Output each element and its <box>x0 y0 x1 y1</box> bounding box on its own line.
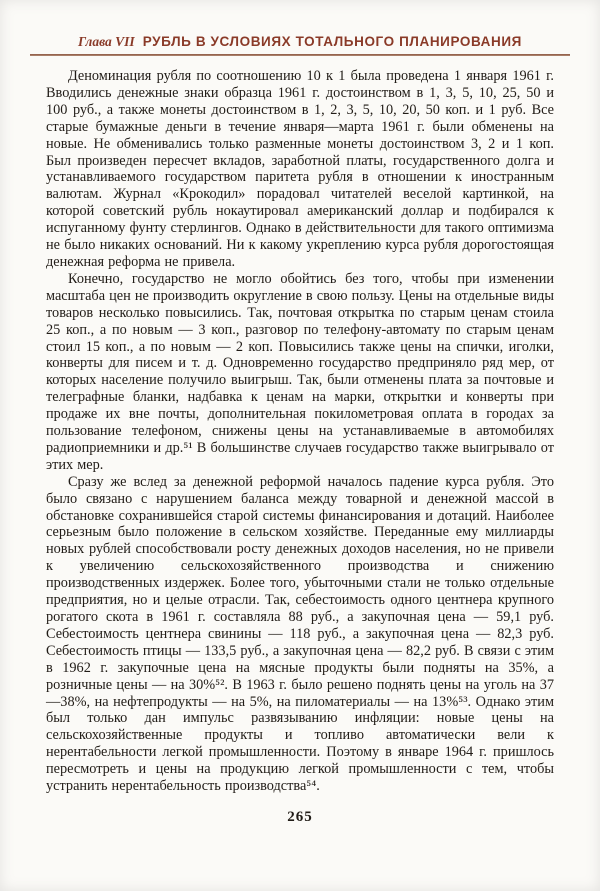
page-number: 265 <box>287 808 313 825</box>
page-footer <box>46 808 554 826</box>
chapter-header <box>46 34 554 50</box>
header-rule <box>30 54 570 56</box>
paragraph: Конечно, государство не могло обойтись без того, чтобы при изменении масштаба цен не производить округление в свою пользу. Цены на отдельные виды товаров несколько повысились. Так, почтовая открытка по старым ценам стоила 25 коп., а по новым — 3 коп., разговор по телефону-автомату по старым ценам стоил 15 коп., а по новым — 2 коп. Повысились также цены на спички, иголки, конверты для писем и т. д. Одновременно государство предприняло ряд мер, от которых население получило выигрыш. Так, были отменены плата за почтовые и телеграфные бланки, надбавка к ценам на марки, открытки и конверты при продаже их вне почты, дополнительная покилометровая оплата в городах за пользование телефоном, снижены цены на устанавливаемые в автомобилях радиоприемники и др.⁵¹ В большинстве случаев государство также выигрывало от этих мер. <box>46 270 554 473</box>
chapter-label: Глава VII <box>78 34 135 49</box>
paragraph: Сразу же вслед за денежной реформой началось падение курса рубля. Это было связано с нарушением баланса между товарной и денежной массой в обстановке сохранившейся старой системы финансирования и дотаций. Наиболее серьезным было положение в сельском хозяйстве. Переданные ему миллиарды новых рублей способствовали росту денежных доходов населения, но не привели к увеличению сельскохозяйственного производства и снижению производственных издержек. Более того, убыточными стали не только отдельные предприятия, но и целые отрасли. Так, себестоимость одного центнера крупного рогатого скота в 1961 г. составляла 88 руб., а закупочная цена — 59,1 руб. Себестоимость центнера свинины — 118 руб., а закупочная цена — 82,3 руб. Себестоимость птицы — 133,5 руб., а закупочная цена — 82,2 руб. В связи с этим в 1962 г. закупочные цена на мясные продукты были подняты на 35%, а розничные цены — на 30%⁵². В 1963 г. было решено поднять цены на уголь на 37—38%, на нефтепродукты — на 5%, на пиломатериалы — на 13%⁵³. Однако этим был только дан импульс развязыванию инфляции: новые цены на сельскохозяйственные продукты и топливо автоматически вели к нерентабельности легкой промышленности. Поэтому в январе 1964 г. пришлось пересмотреть и цены на продукцию легкой промышленности с тем, чтобы устранить нерентабельность производства⁵⁴. <box>46 473 554 795</box>
body-text <box>46 68 554 795</box>
paragraph: Деноминация рубля по соотношению 10 к 1 была проведена 1 января 1961 г. Вводились денежные знаки образца 1961 г. достоинством в 1, 3, 5, 10, 25, 50 и 100 руб., а также монеты достоинством в 1, 2, 3, 5, 10, 20, 50 коп. и 1 руб. Все старые бумажные деньги в течение января—марта 1961 г. были обменены на новые. Не обменивались только разменные монеты достоинством 3, 2 и 1 коп. Был произведен пересчет вкладов, заработной платы, государственного долга и устанавливаемого государством паритета рубля в отношении к иностранным валютам. Журнал «Крокодил» порадовал читателей веселой картинкой, на которой советский рубль нокаутировал американский доллар и подбирался к испуганному фунту стерлингов. Однако в действительности для такого оптимизма не было никаких оснований. Ни к какому укреплению курса рубля дорогостоящая денежная реформа не привела. <box>46 68 554 270</box>
chapter-title: РУБЛЬ В УСЛОВИЯХ ТОТАЛЬНОГО ПЛАНИРОВАНИЯ <box>142 34 522 49</box>
